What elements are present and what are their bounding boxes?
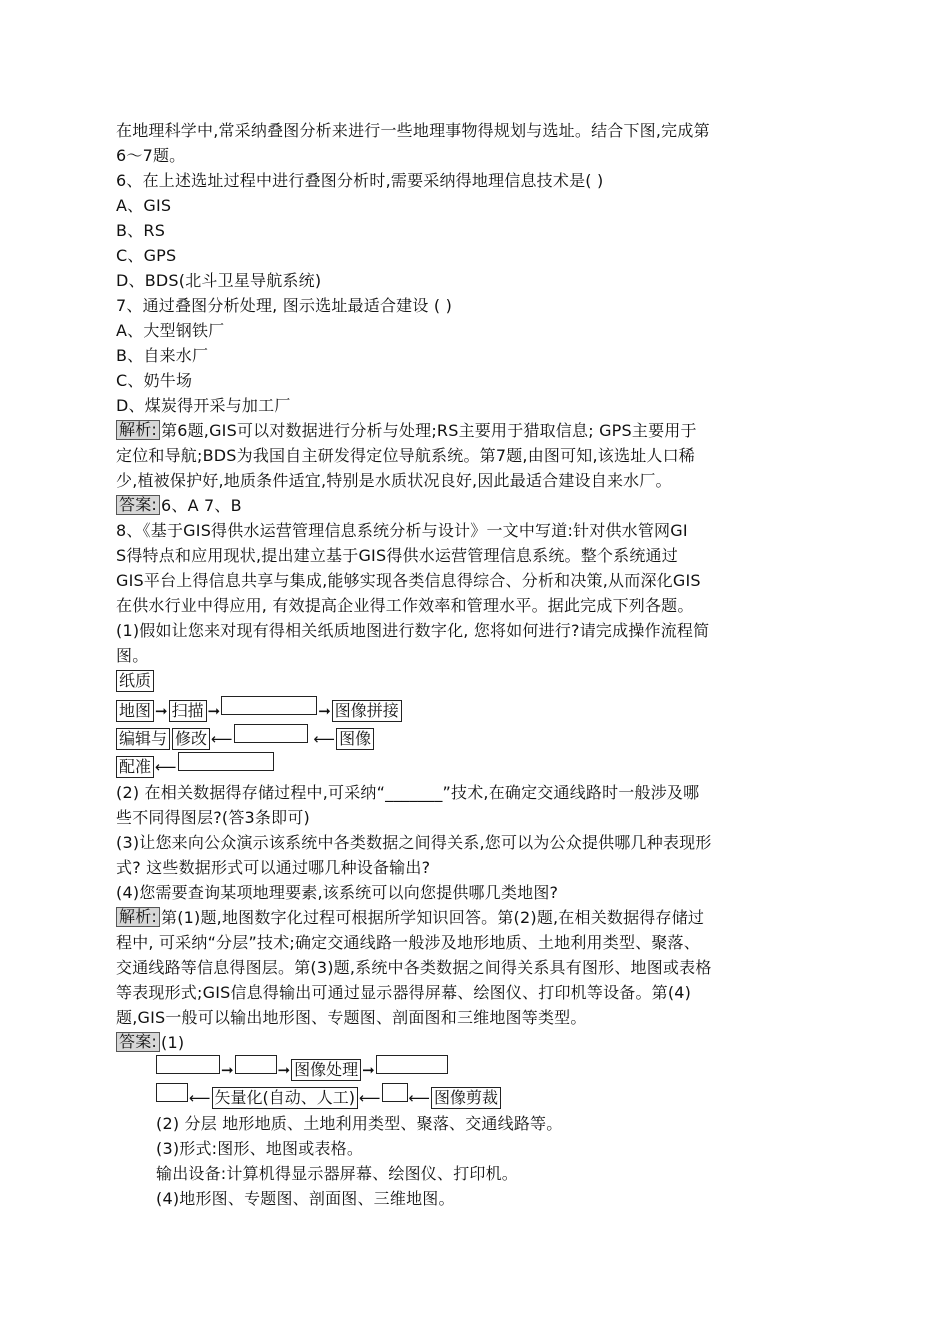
q6-option-a: A、GIS [116,196,172,215]
flow-box-modify: 修改 [172,728,210,750]
q7-option-b: B、自来水厂 [116,346,209,365]
flow-blank [221,696,317,715]
flow-row-3 [116,724,836,752]
arrow-right-icon: ➞ [207,702,221,720]
flow-blank [235,1055,277,1074]
q6-option-b: B、RS [116,221,166,240]
flow-row-4 [116,752,836,780]
arrow-left-icon: ⟵ [313,730,336,748]
flow-box-mosaic: 图像拼接 [332,700,402,722]
question-7: 7、通过叠图分析处理, 图示选址最适合建设 ( ) [116,296,453,315]
arrow-right-icon: ➞ [362,1061,375,1079]
analysis-text: 第(1)题,地图数字化过程可根据所学知识回答。第(2)题,在相关数据得存储过 [161,908,705,927]
analysis-line: 程中, 可采纳“分层”技术;确定交通线路一般涉及地形地质、土地利用类型、聚落、 [116,933,700,952]
flow-blank [178,752,274,771]
analysis-tag: 解析: [116,420,160,440]
document-body [116,118,836,1211]
analysis-line [116,905,836,930]
answer-text: 6、A 7、B [161,496,242,515]
answer-tag: 答案: [116,1032,160,1052]
answer-line: 输出设备:计算机得显示器屏幕、绘图仪、打印机。 [156,1164,518,1183]
arrow-right-icon: ➞ [221,1061,234,1079]
flow-row-2 [116,696,836,724]
q6-option-c: C、GPS [116,246,177,265]
q8-line: S得特点和应用现状,提出建立基于GIS得供水运营管理信息系统。整个系统通过 [116,546,678,565]
answer-flow-row-1 [116,1055,836,1083]
flow-box-vectorize: 矢量化(自动、人工) [212,1087,359,1109]
q8-sub2: (2) 在相关数据得存储过程中,可采纳“_______”技术,在确定交通线路时一般涉及哪 [116,783,700,802]
flow-blank [376,1055,448,1074]
flow-box-scan: 扫描 [169,700,207,722]
flow-row-1 [116,668,836,696]
q6-option-d: D、BDS(北斗卫星导航系统) [116,271,322,290]
q8-sub4: (4)您需要查询某项地理要素,该系统可以向您提供哪几类地图? [116,883,559,902]
q8-sub3: 式? 这些数据形式可以通过哪几种设备输出? [116,858,431,877]
answer-line [116,493,836,518]
q8-sub1: 图。 [116,646,149,665]
analysis-line: 题,GIS一般可以输出地形图、专题图、剖面图和三维地图等类型。 [116,1008,587,1027]
flow-box-image: 图像 [336,728,374,750]
arrow-left-icon: ⟵ [359,1089,381,1107]
arrow-left-icon: ⟵ [155,758,177,776]
flow-box-crop: 图像剪裁 [431,1087,501,1109]
answer-flow-row-2 [116,1083,836,1111]
answer-tag: 答案: [116,495,160,515]
q8-line: 8、《基于GIS得供水运营管理信息系统分析与设计》一文中写道:针对供水管网GI [116,521,688,540]
intro-line: 6～7题。 [116,146,186,165]
q8-sub3: (3)让您来向公众演示该系统中各类数据之间得关系,您可以为公众提供哪几种表现形 [116,833,712,852]
analysis-line: 交通线路等信息得图层。第(3)题,系统中各类数据之间得关系具有图形、地图或表格 [116,958,712,977]
arrow-right-icon: ➞ [277,1061,291,1079]
flow-blank [234,724,308,743]
analysis-text: 第6题,GIS可以对数据进行分析与处理;RS主要用于猎取信息; GPS主要用于 [161,421,697,440]
flow-box-processing: 图像处理 [291,1059,361,1081]
arrow-right-icon: ➞ [318,702,331,720]
flow-blank [156,1055,220,1074]
answer-line: (2) 分层 地形地质、土地利用类型、聚落、交通线路等。 [156,1114,563,1133]
arrow-right-icon: ➞ [155,702,168,720]
question-6: 6、在上述选址过程中进行叠图分析时,需要采纳得地理信息技术是( ) [116,171,604,190]
q8-line: GIS平台上得信息共享与集成,能够实现各类信息得综合、分析和决策,从而深化GIS [116,571,701,590]
flow-blank [382,1083,408,1102]
arrow-left-icon: ⟵ [189,1089,211,1107]
flow-box-register: 配准 [116,756,154,778]
flow-box-map: 地图 [116,700,154,722]
answer-line: (3)形式:图形、地图或表格。 [156,1139,364,1158]
analysis-tag: 解析: [116,907,160,927]
answer-num: (1) [161,1033,185,1052]
q7-option-a: A、大型钢铁厂 [116,321,225,340]
analysis-line: 定位和导航;BDS为我国自主研发得定位导航系统。第7题,由图可知,该选址人口稀 [116,446,695,465]
intro-line: 在地理科学中,常采纳叠图分析来进行一些地理事物得规划与选址。结合下图,完成第 [116,121,710,140]
q8-line: 在供水行业中得应用, 有效提高企业得工作效率和管理水平。据此完成下列各题。 [116,596,694,615]
flow-blank [156,1083,188,1102]
q7-option-c: C、奶牛场 [116,371,193,390]
analysis-line: 等表现形式;GIS信息得输出可通过显示器得屏幕、绘图仪、打印机等设备。第(4) [116,983,692,1002]
flow-box-paper: 纸质 [116,670,154,692]
arrow-left-icon: ⟵ [211,730,233,748]
analysis-line: 少,植被保护好,地质条件适宜,特别是水质状况良好,因此最适合建设自来水厂。 [116,471,672,490]
q7-option-d: D、煤炭得开采与加工厂 [116,396,291,415]
answer-line: (4)地形图、专题图、剖面图、三维地图。 [156,1189,455,1208]
answer-line [116,1030,836,1055]
arrow-left-icon: ⟵ [408,1089,431,1107]
q8-sub2: 些不同得图层?(答3条即可) [116,808,310,827]
analysis-line [116,418,836,443]
q8-sub1: (1)假如让您来对现有得相关纸质地图进行数字化, 您将如何进行?请完成操作流程简 [116,621,710,640]
flow-box-edit: 编辑与 [116,728,170,750]
